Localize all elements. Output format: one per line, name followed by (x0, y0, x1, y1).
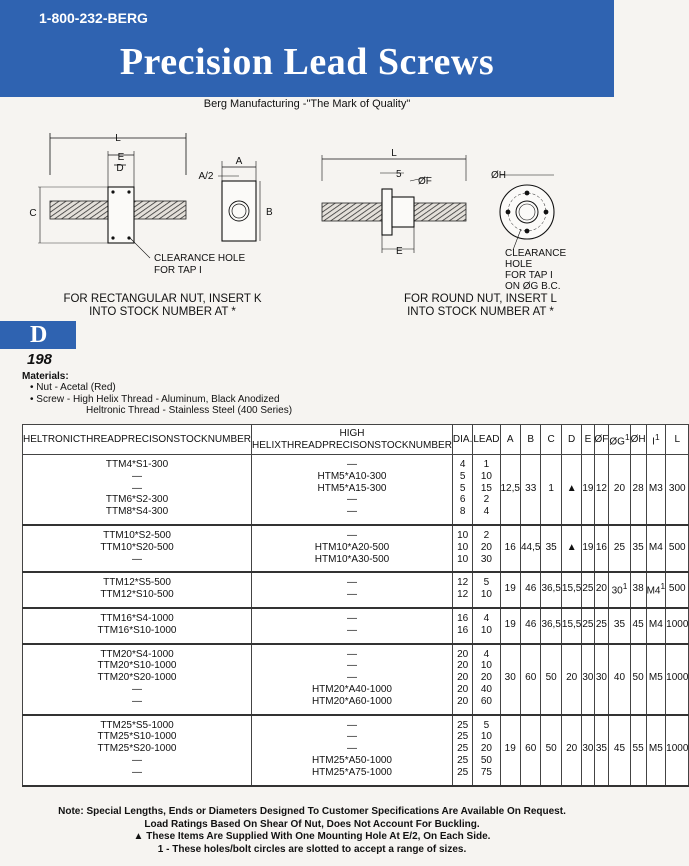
round-clearance-4: ON ØG B.C. (505, 281, 561, 292)
cell-line: 20 (457, 672, 469, 684)
dim-C-left: C (29, 208, 37, 219)
cell-line: 16 (457, 612, 469, 624)
cell-I: M3 (646, 455, 666, 525)
cell-line: 20 (457, 683, 469, 695)
cell-C: 1 (541, 455, 561, 525)
cell-line: — (346, 459, 357, 470)
cell-line: HTM10*A20-500 (314, 541, 390, 553)
cell-line: 12 (457, 577, 469, 589)
cell-line: 10 (457, 529, 469, 541)
cell-F: 35 (594, 715, 609, 786)
cell-H: 38 (630, 572, 646, 608)
phone-number: 1-800-232-BERG (39, 10, 148, 26)
cell-A: 12,5 (500, 455, 520, 525)
cell-line: TTM12*S5-500 (103, 577, 171, 589)
cell-L: 1000 (666, 644, 689, 715)
cell-line: 10 (457, 553, 469, 565)
cell-line: — (346, 577, 357, 589)
cell-line: 30 (480, 553, 492, 565)
subtitle: Berg Manufacturing -"The Mark of Quality" (203, 98, 411, 110)
cell-H: 35 (630, 525, 646, 572)
header-dia: DIA. (452, 425, 472, 455)
table-row (23, 572, 689, 608)
cell-L: 500 (666, 572, 689, 608)
cell-line: 10 (480, 731, 492, 743)
cell-line: TTM16*S4-1000 (100, 612, 174, 624)
cell-line: HTM20*A40-1000 (311, 683, 392, 695)
header-B: B (520, 425, 540, 455)
cell-dia (452, 715, 472, 786)
cell-line: TTM25*S5-1000 (100, 719, 174, 731)
cell-B: 46 (520, 572, 540, 608)
cell-line: — (132, 470, 143, 482)
materials-heading: Materials: (22, 371, 69, 382)
cell-line: TTM20*S4-1000 (100, 648, 174, 660)
cell-C: 50 (541, 644, 561, 715)
cell-high-helix (252, 608, 453, 644)
cell-H: 55 (630, 715, 646, 786)
cell-line: 4 (459, 459, 466, 470)
cell-line: — (346, 731, 357, 743)
cell-G: $30^1$ (609, 572, 630, 608)
round-clearance-1: CLEARANCE (505, 248, 567, 259)
cell-line: — (346, 494, 357, 506)
cell-I: M4 (646, 608, 666, 644)
cell-line: HTM25*A75-1000 (311, 766, 392, 778)
cell-F: 12 (594, 455, 609, 525)
cell-line: TTM12*S10-500 (100, 589, 174, 601)
cell-line: 10 (457, 541, 469, 553)
cell-G: 20 (609, 455, 630, 525)
cell-line: 10 (480, 624, 492, 636)
cell-A: 16 (500, 525, 520, 572)
cell-line: — (132, 695, 143, 707)
cell-I: M5 (646, 715, 666, 786)
cell-A: 19 (500, 715, 520, 786)
cell-line: — (346, 506, 357, 518)
cell-line: 10 (480, 589, 492, 601)
cell-dia (452, 644, 472, 715)
cell-heltronic (23, 455, 252, 525)
header-A: A (500, 425, 520, 455)
cell-line: TTM16*S10-1000 (97, 624, 177, 636)
cell-line: 60 (480, 695, 492, 707)
cell-line: 75 (480, 766, 492, 778)
cell-heltronic (23, 644, 252, 715)
header-heltronic: HELTRONICTHREADPRECISONSTOCKNUMBER (23, 425, 252, 455)
section-letter: D (30, 322, 48, 348)
cell-I: $M4^1$ (646, 572, 666, 608)
cell-line: — (132, 553, 143, 565)
section-tab (0, 321, 76, 349)
cell-B: 44,5 (520, 525, 540, 572)
dim-E-right: E (396, 246, 403, 257)
cell-D: 15,5 (561, 608, 581, 644)
header-D: D (561, 425, 581, 455)
cell-line: TTM10*S20-500 (100, 541, 174, 553)
cell-line: TTM25*S20-1000 (97, 743, 177, 755)
cell-line: — (346, 612, 357, 624)
cell-H: 50 (630, 644, 646, 715)
cell-line: 10 (480, 660, 492, 672)
cell-D: ▲ (561, 525, 581, 572)
cell-B: 60 (520, 644, 540, 715)
page-number: 198 (27, 351, 53, 368)
lead-screw-drawing (0, 115, 614, 295)
cell-line: 2 (483, 494, 490, 506)
cell-line: — (346, 719, 357, 731)
cell-line: 15 (480, 482, 492, 494)
cell-line: — (132, 482, 143, 494)
dim-H: ØH (491, 170, 506, 181)
dim-E-left: E (117, 152, 125, 163)
cell-high-helix (252, 455, 453, 525)
cell-line: 6 (459, 494, 466, 506)
cell-line: — (346, 672, 357, 684)
cell-line: 25 (457, 731, 469, 743)
cell-G: 45 (609, 715, 630, 786)
caption-left-line1: FOR RECTANGULAR NUT, INSERT K (63, 293, 262, 305)
cell-line: HTM10*A30-500 (314, 553, 390, 565)
cell-A: 19 (500, 572, 520, 608)
cell-D: ▲ (561, 455, 581, 525)
cell-E: 19 (582, 525, 594, 572)
note-mounting-hole: ▲ These Items Are Supplied With One Mounting Hole At E/2, On Each Side. (133, 831, 491, 842)
cell-H: 28 (630, 455, 646, 525)
cell-line: 25 (457, 743, 469, 755)
cell-lead (473, 644, 500, 715)
cell-lead (473, 608, 500, 644)
cell-heltronic (23, 608, 252, 644)
cell-line: 10 (480, 470, 492, 482)
cell-heltronic (23, 572, 252, 608)
cell-line: — (346, 648, 357, 660)
cell-E: 25 (582, 572, 594, 608)
specifications-table (22, 424, 689, 787)
note-load-ratings: Load Ratings Based On Shear Of Nut, Does Not Account For Buckling. (144, 818, 480, 830)
caption-round-nut (378, 293, 583, 319)
cell-line: HTM5*A10-300 (317, 470, 387, 482)
cell-lead (473, 572, 500, 608)
note-slotted-holes: 1 - These holes/bolt circles are slotted to accept a range of sizes. (157, 843, 467, 855)
cell-line: TTM4*S1-300 (105, 459, 169, 470)
cell-line: 20 (480, 743, 492, 755)
cell-lead (473, 715, 500, 786)
cell-line: — (346, 660, 357, 672)
cell-B: 46 (520, 608, 540, 644)
cell-line: TTM6*S2-300 (105, 494, 169, 506)
cell-L: 1000 (666, 715, 689, 786)
cell-F: 16 (594, 525, 609, 572)
cell-E: 19 (582, 455, 594, 525)
table-header-row (23, 425, 689, 455)
cell-line: 1 (483, 459, 490, 470)
cell-line: 5 (483, 577, 490, 589)
cell-line: 2 (483, 529, 490, 541)
rectangular-nut-drawing (29, 133, 273, 276)
clearance-hole-label-2: FOR TAP I (154, 265, 202, 276)
cell-C: 36,5 (541, 608, 561, 644)
cell-line: 5 (459, 482, 466, 494)
cell-E: 25 (582, 608, 594, 644)
cell-line: TTM20*S10-1000 (97, 660, 177, 672)
cell-line: — (132, 766, 143, 778)
materials-block (22, 371, 292, 417)
page-title: Precision Lead Screws (119, 41, 495, 83)
table-row (23, 455, 689, 525)
caption-right-line2: INTO STOCK NUMBER AT * (407, 306, 554, 318)
cell-line: TTM25*S10-1000 (97, 731, 177, 743)
cell-high-helix (252, 715, 453, 786)
header-H: ØH (630, 425, 646, 455)
round-clearance-3: FOR TAP I (505, 270, 553, 281)
cell-line: 20 (480, 541, 492, 553)
header-lead: LEAD (473, 425, 500, 455)
dim-B: B (266, 207, 273, 218)
cell-dia (452, 455, 472, 525)
cell-line: 40 (480, 683, 492, 695)
cell-E: 30 (582, 715, 594, 786)
materials-screw: • Screw - High Helix Thread - Aluminum, Black Anodized (30, 393, 280, 405)
cell-line: 50 (480, 754, 492, 766)
cell-line: TTM20*S20-1000 (97, 672, 177, 684)
cell-line: TTM8*S4-300 (105, 506, 169, 518)
cell-line: — (132, 683, 143, 695)
cell-line: HTM25*A50-1000 (311, 754, 392, 766)
cell-line: TTM10*S2-500 (103, 529, 171, 541)
header-C: C (541, 425, 561, 455)
cell-L: 300 (666, 455, 689, 525)
cell-C: 36,5 (541, 572, 561, 608)
cell-B: 60 (520, 715, 540, 786)
dim-L-left: L (115, 133, 121, 144)
cell-line: 20 (457, 648, 469, 660)
cell-line: 4 (483, 648, 490, 660)
table-row (23, 644, 689, 715)
cell-D: 15,5 (561, 572, 581, 608)
cell-lead (473, 455, 500, 525)
cell-dia (452, 525, 472, 572)
cell-high-helix (252, 572, 453, 608)
cell-G: 35 (609, 608, 630, 644)
cell-line: 5 (459, 470, 466, 482)
caption-right-line1: FOR ROUND NUT, INSERT L (404, 293, 557, 305)
cell-line: — (346, 529, 357, 541)
cell-line: 4 (483, 506, 490, 518)
caption-rectangular-nut (45, 293, 280, 319)
cell-A: 30 (500, 644, 520, 715)
cell-D: 20 (561, 644, 581, 715)
cell-line: 8 (459, 506, 466, 518)
cell-line: 16 (457, 624, 469, 636)
cell-D: 20 (561, 715, 581, 786)
header-I: $I^1$ (646, 425, 666, 455)
cell-A: 19 (500, 608, 520, 644)
cell-line: 25 (457, 766, 469, 778)
cell-C: 50 (541, 715, 561, 786)
cell-line: HTM5*A15-300 (317, 482, 387, 494)
cell-line: 12 (457, 589, 469, 601)
header-L: L (666, 425, 689, 455)
round-nut-drawing (322, 148, 566, 292)
cell-line: HTM20*A60-1000 (311, 695, 392, 707)
table-row (23, 525, 689, 572)
dim-L-right: L (391, 148, 397, 159)
cell-L: 1000 (666, 608, 689, 644)
cell-E: 30 (582, 644, 594, 715)
cell-G: 25 (609, 525, 630, 572)
cell-high-helix (252, 525, 453, 572)
clearance-hole-label-1: CLEARANCE HOLE (154, 253, 246, 264)
cell-line: 25 (457, 754, 469, 766)
table-row (23, 715, 689, 786)
dim-5: 5 (396, 169, 402, 180)
note-special-lengths: Note: Special Lengths, Ends or Diameters Designed To Customer Specifications Are Available On Request. (58, 806, 566, 817)
cell-C: 35 (541, 525, 561, 572)
cell-F: 25 (594, 608, 609, 644)
cell-G: 40 (609, 644, 630, 715)
cell-H: 45 (630, 608, 646, 644)
cell-B: 33 (520, 455, 540, 525)
dim-A-half: A/2 (198, 171, 214, 182)
dim-F: ØF (418, 176, 432, 187)
cell-L: 500 (666, 525, 689, 572)
cell-line: — (132, 754, 143, 766)
notes-block (22, 806, 602, 856)
cell-I: M4 (646, 525, 666, 572)
header-banner (0, 0, 614, 97)
header-G: $ØG^1$ (609, 425, 630, 455)
header-E: E (582, 425, 594, 455)
round-clearance-2: HOLE (505, 259, 533, 270)
caption-left-line2: INTO STOCK NUMBER AT * (89, 306, 236, 318)
cell-line: 20 (480, 672, 492, 684)
cell-line: — (346, 624, 357, 636)
cell-line: 20 (457, 695, 469, 707)
cell-F: 30 (594, 644, 609, 715)
cell-line: 4 (483, 612, 490, 624)
materials-nut: • Nut - Acetal (Red) (30, 382, 116, 394)
header-high-helix: HIGH HELIXTHREADPRECISONSTOCKNUMBER (252, 425, 453, 455)
cell-line: 25 (457, 719, 469, 731)
cell-dia (452, 608, 472, 644)
cell-line: — (346, 589, 357, 601)
materials-screw-heltronic: Heltronic Thread - Stainless Steel (400 Series) (86, 405, 293, 417)
dim-A: A (235, 156, 243, 167)
cell-dia (452, 572, 472, 608)
cell-line: 5 (483, 719, 490, 731)
cell-line: 20 (457, 660, 469, 672)
cell-heltronic (23, 525, 252, 572)
cell-F: 20 (594, 572, 609, 608)
dim-D-left: D (116, 163, 124, 174)
cell-lead (473, 525, 500, 572)
cell-line: — (346, 743, 357, 755)
cell-high-helix (252, 644, 453, 715)
header-F: ØF (594, 425, 609, 455)
table-row (23, 608, 689, 644)
cell-I: M5 (646, 644, 666, 715)
cell-heltronic (23, 715, 252, 786)
